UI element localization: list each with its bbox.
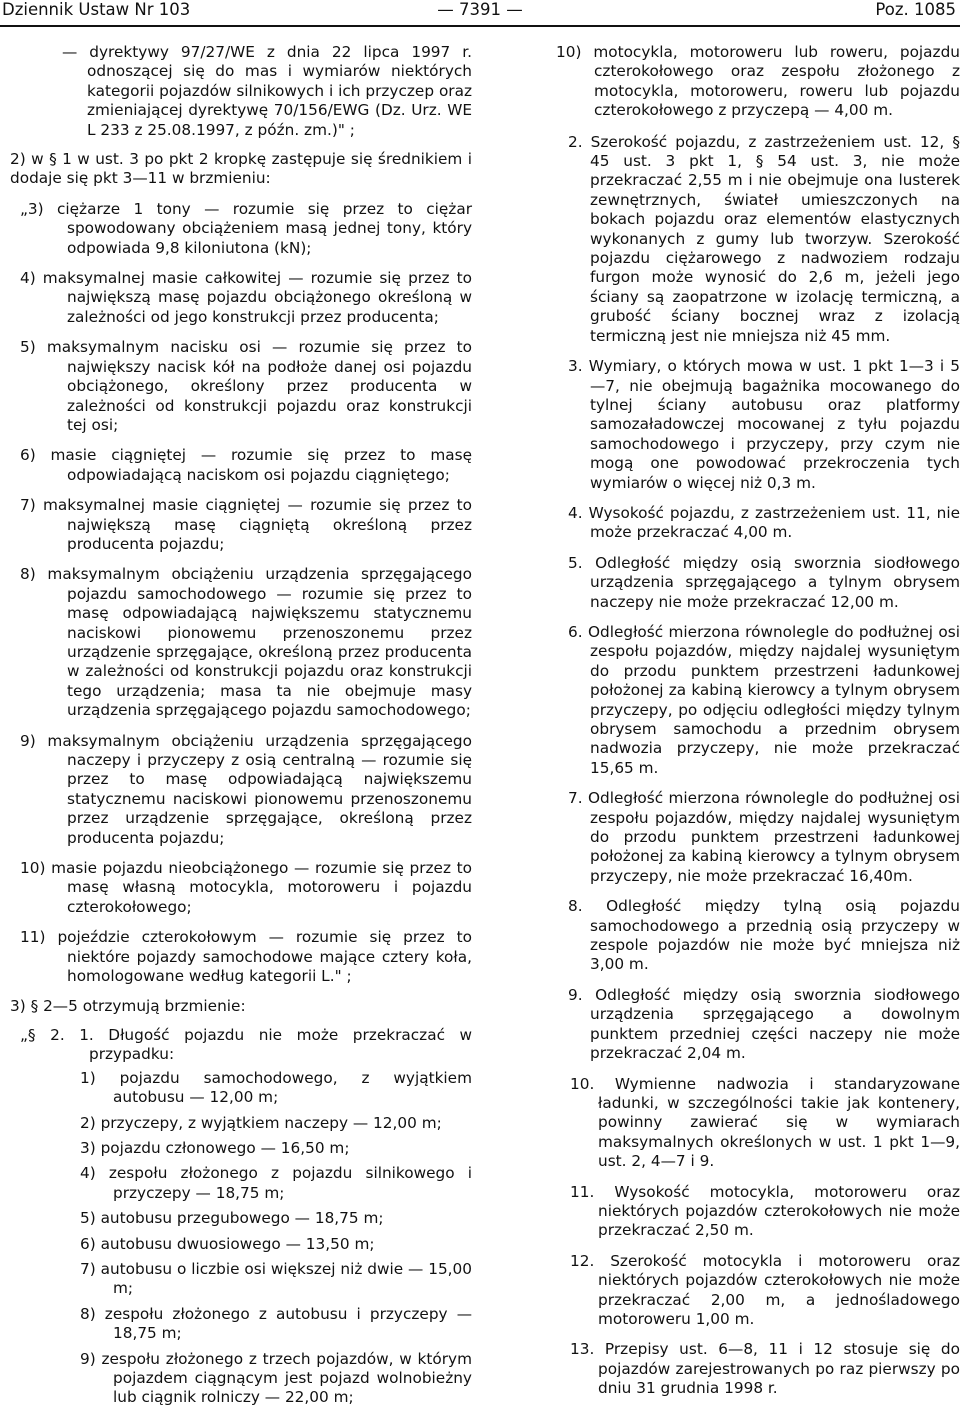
length-item-10: 10) motocykla, motoroweru lub roweru, pojazdu czterokołowego oraz zespołu złożonego z motocykla, motoroweru, roweru lub pojazdu czterokołowego z przyczepą — 4,00 m. xyxy=(556,43,960,120)
left-column xyxy=(10,43,472,1414)
length-item-8: 8) zespołu złożonego z autobusu i przyczepy — 18,75 m; xyxy=(80,1304,472,1343)
journal-title: Dziennik Ustaw Nr 103 xyxy=(2,0,191,19)
paragraph-7: 7. Odległość mierzona równolegle do podłużnej osi zespołu pojazdów, między najdalej wysuniętym do przodu punktem przestrzeni ładunkowej położonej za kabiną kierowcy a tylnym obrysem przyczepy, nie może przekraczać 16,40m. xyxy=(568,789,960,885)
definition-7: 7) maksymalnej masie ciągniętej — rozumie się przez to największą masę ciągniętą określoną przez producenta pojazdu; xyxy=(20,496,472,553)
paragraph-5: 5. Odległość między osią sworznia siodłowego urządzenia sprzęgającego a tylnym obrysem naczepy nie może przekraczać 12,00 m. xyxy=(568,553,960,611)
paragraph-4: 4. Wysokość pojazdu, z zastrzeżeniem ust. 11, nie może przekraczać 4,00 m. xyxy=(568,503,960,542)
length-item-1: 1) pojazdu samochodowego, z wyjątkiem autobusu — 12,00 m; xyxy=(80,1068,472,1107)
length-item-4: 4) zespołu złożonego z pojazdu silnikowego i przyczepy — 18,75 m; xyxy=(80,1164,472,1202)
definition-5: 5) maksymalnym nacisku osi — rozumie się przez to największy nacisk kół na podłoże danej osi pojazdu obciążonego, określony przez producenta w zależności od konstrukcji pojazdu oraz konstrukcji tej osi; xyxy=(20,338,472,434)
section-2-paragraph-1: „§ 2. 1. Długość pojazdu nie może przekraczać w przypadku: xyxy=(20,1025,472,1064)
definition-6: 6) masie ciągniętej — rozumie się przez to masę odpowiadającą naciskom osi pojazdu ciągniętego; xyxy=(20,446,472,484)
length-item-2: 2) przyczepy, z wyjątkiem naczepy — 12,00 m; xyxy=(80,1113,442,1132)
header-rule xyxy=(0,25,960,27)
amendment-3: 3) § 2—5 otrzymują brzmienie: xyxy=(10,997,246,1016)
definition-10: 10) masie pojazdu nieobciążonego — rozumie się przez to masę własną motocykla, motoroweru i pojazdu czterokołowego; xyxy=(20,859,472,916)
paragraph-13: 13. Przepisy ust. 6—8, 11 i 12 stosuje się do pojazdów zarejestrowanych po raz pierwszy po dniu 31 grudnia 1998 r. xyxy=(570,1340,960,1398)
paragraph-6: 6. Odległość mierzona równolegle do podłużnej osi zespołu pojazdów, między najdalej wysuniętym do przodu punktem przestrzeni ładunkowej położonej za kabiną kierowcy a tylnym obrysem przyczepy, po odjęciu odległości między tylnym obrysem samochodu a przednim obrysem nadwozia przyczepy, nie może przekraczać 15,65 m. xyxy=(568,622,960,777)
amendment-2: 2) w § 1 w ust. 3 po pkt 2 kropkę zastępuje się średnikiem i dodaje się pkt 3—11 w brzmieniu: xyxy=(10,150,472,188)
right-column xyxy=(556,43,960,1410)
definition-9: 9) maksymalnym obciążeniu urządzenia sprzęgającego naczepy i przyczepy z osią centralną — rozumie się przez to masę odpowiadającą największemu statycznemu naciskowi pionowemu przenoszonemu przez urządzenie sprzęgające, określoną przez producenta pojazdu; xyxy=(20,731,472,847)
definition-4: 4) maksymalnej masie całkowitej — rozumie się przez to największą masę pojazdu obciążonego określoną w zależności od jego konstrukcji przez producenta; xyxy=(20,269,472,326)
definition-11: 11) pojeździe czterokołowym — rozumie się przez to niektóre pojazdy samochodowe mające cztery koła, homologowane według kategorii L." ; xyxy=(20,928,472,986)
item-number: Poz. 1085 xyxy=(875,0,956,19)
directive-reference: — dyrektywy 97/27/WE z dnia 22 lipca 1997 r. odnoszącej się do mas i wymiarów niektórych kategorii pojazdów silnikowych i ich przyczep oraz zmieniającej dyrektywę 70/156/EWG (Dz. Urz. WE L 233 z 25.08.1997, z późn. zm.)" ; xyxy=(62,43,472,139)
paragraph-12: 12. Szerokość motocykla i motoroweru oraz niektórych pojazdów czterokołowych nie może przekraczać 2,00 m, a jednośladowego motoroweru 1,00 m. xyxy=(570,1251,960,1328)
length-item-5: 5) autobusu przegubowego — 18,75 m; xyxy=(80,1209,384,1228)
paragraph-2: 2. Szerokość pojazdu, z zastrzeżeniem ust. 12, § 45 ust. 3 pkt 1, § 54 ust. 3, nie może przekraczać 2,55 m i nie obejmuje ona lusterek zewnętrznych, świateł umieszczonych na bokach pojazdu oraz elementów elastycznych wykonanych z gumy lub tworzyw. Szerokość pojazdu ciężarowego z nadwoziem rodzaju furgon może wynosić do 2,6 m, jeżeli jego ściany są zaopatrzone w izolację termiczną, a grubość ściany bocznej wraz z izolacją termiczną jest nie mniejsza niż 45 mm. xyxy=(568,132,960,345)
length-item-3: 3) pojazdu członowego — 16,50 m; xyxy=(80,1138,350,1157)
length-item-6: 6) autobusu dwuosiowego — 13,50 m; xyxy=(80,1234,375,1253)
paragraph-10: 10. Wymienne nadwozia i standaryzowane ładunki, w szczególności takie jak kontenery, powinny zawierać się w wymiarach maksymalnych określonych w ust. 1 pkt 1—9, ust. 2, 4—7 i 9. xyxy=(570,1074,960,1171)
page-number: — 7391 — xyxy=(437,0,523,19)
paragraph-3: 3. Wymiary, o których mowa w ust. 1 pkt 1—3 i 5—7, nie obejmują bagażnika mocowanego do tylnej ściany autobusu oraz platformy samozaładowczej mocowanej z tyłu pojazdu samochodowego i przyczepy, przy czym nie mogą one powodować przekroczenia tych wymiarów o więcej niż 0,3 m. xyxy=(568,357,960,492)
definition-8: 8) maksymalnym obciążeniu urządzenia sprzęgającego pojazdu samochodowego — rozumie się przez to masę odpowiadającą największemu statycznemu naciskowi pionowemu przenoszonemu przez urządzenie sprzęgające, określoną przez producenta w zależności od konstrukcji pojazdu oraz konstrukcji tego urządzenia; masa ta nie obejmuje masy urządzenia sprzęgającego pojazdu samochodowego; xyxy=(20,565,472,720)
paragraph-11: 11. Wysokość motocykla, motoroweru oraz niektórych pojazdów czterokołowych nie może przekraczać 2,50 m. xyxy=(570,1182,960,1240)
paragraph-9: 9. Odległość między osią sworznia siodłowego urządzenia sprzęgającego a dowolnym punktem przedniej części naczepy nie może przekraczać 2,04 m. xyxy=(568,985,960,1063)
paragraph-8: 8. Odległość między tylną osią pojazdu samochodowego a przednią osią przyczepy w zespole pojazdów nie może być mniejsza niż 3,00 m. xyxy=(568,897,960,974)
length-item-9: 9) zespołu złożonego z trzech pojazdów, w którym pojazdem ciągnącym jest pojazd wolnobieżny lub ciągnik rolniczy — 22,00 m; xyxy=(80,1349,472,1407)
definition-3: „3) ciężarze 1 tony — rozumie się przez to ciężar spowodowany obciążeniem masą jednej tony, który odpowiada 9,8 kiloniutona (kN); xyxy=(20,199,472,257)
length-item-7: 7) autobusu o liczbie osi większej niż dwie — 15,00 m; xyxy=(80,1259,472,1298)
page-header xyxy=(0,0,960,24)
